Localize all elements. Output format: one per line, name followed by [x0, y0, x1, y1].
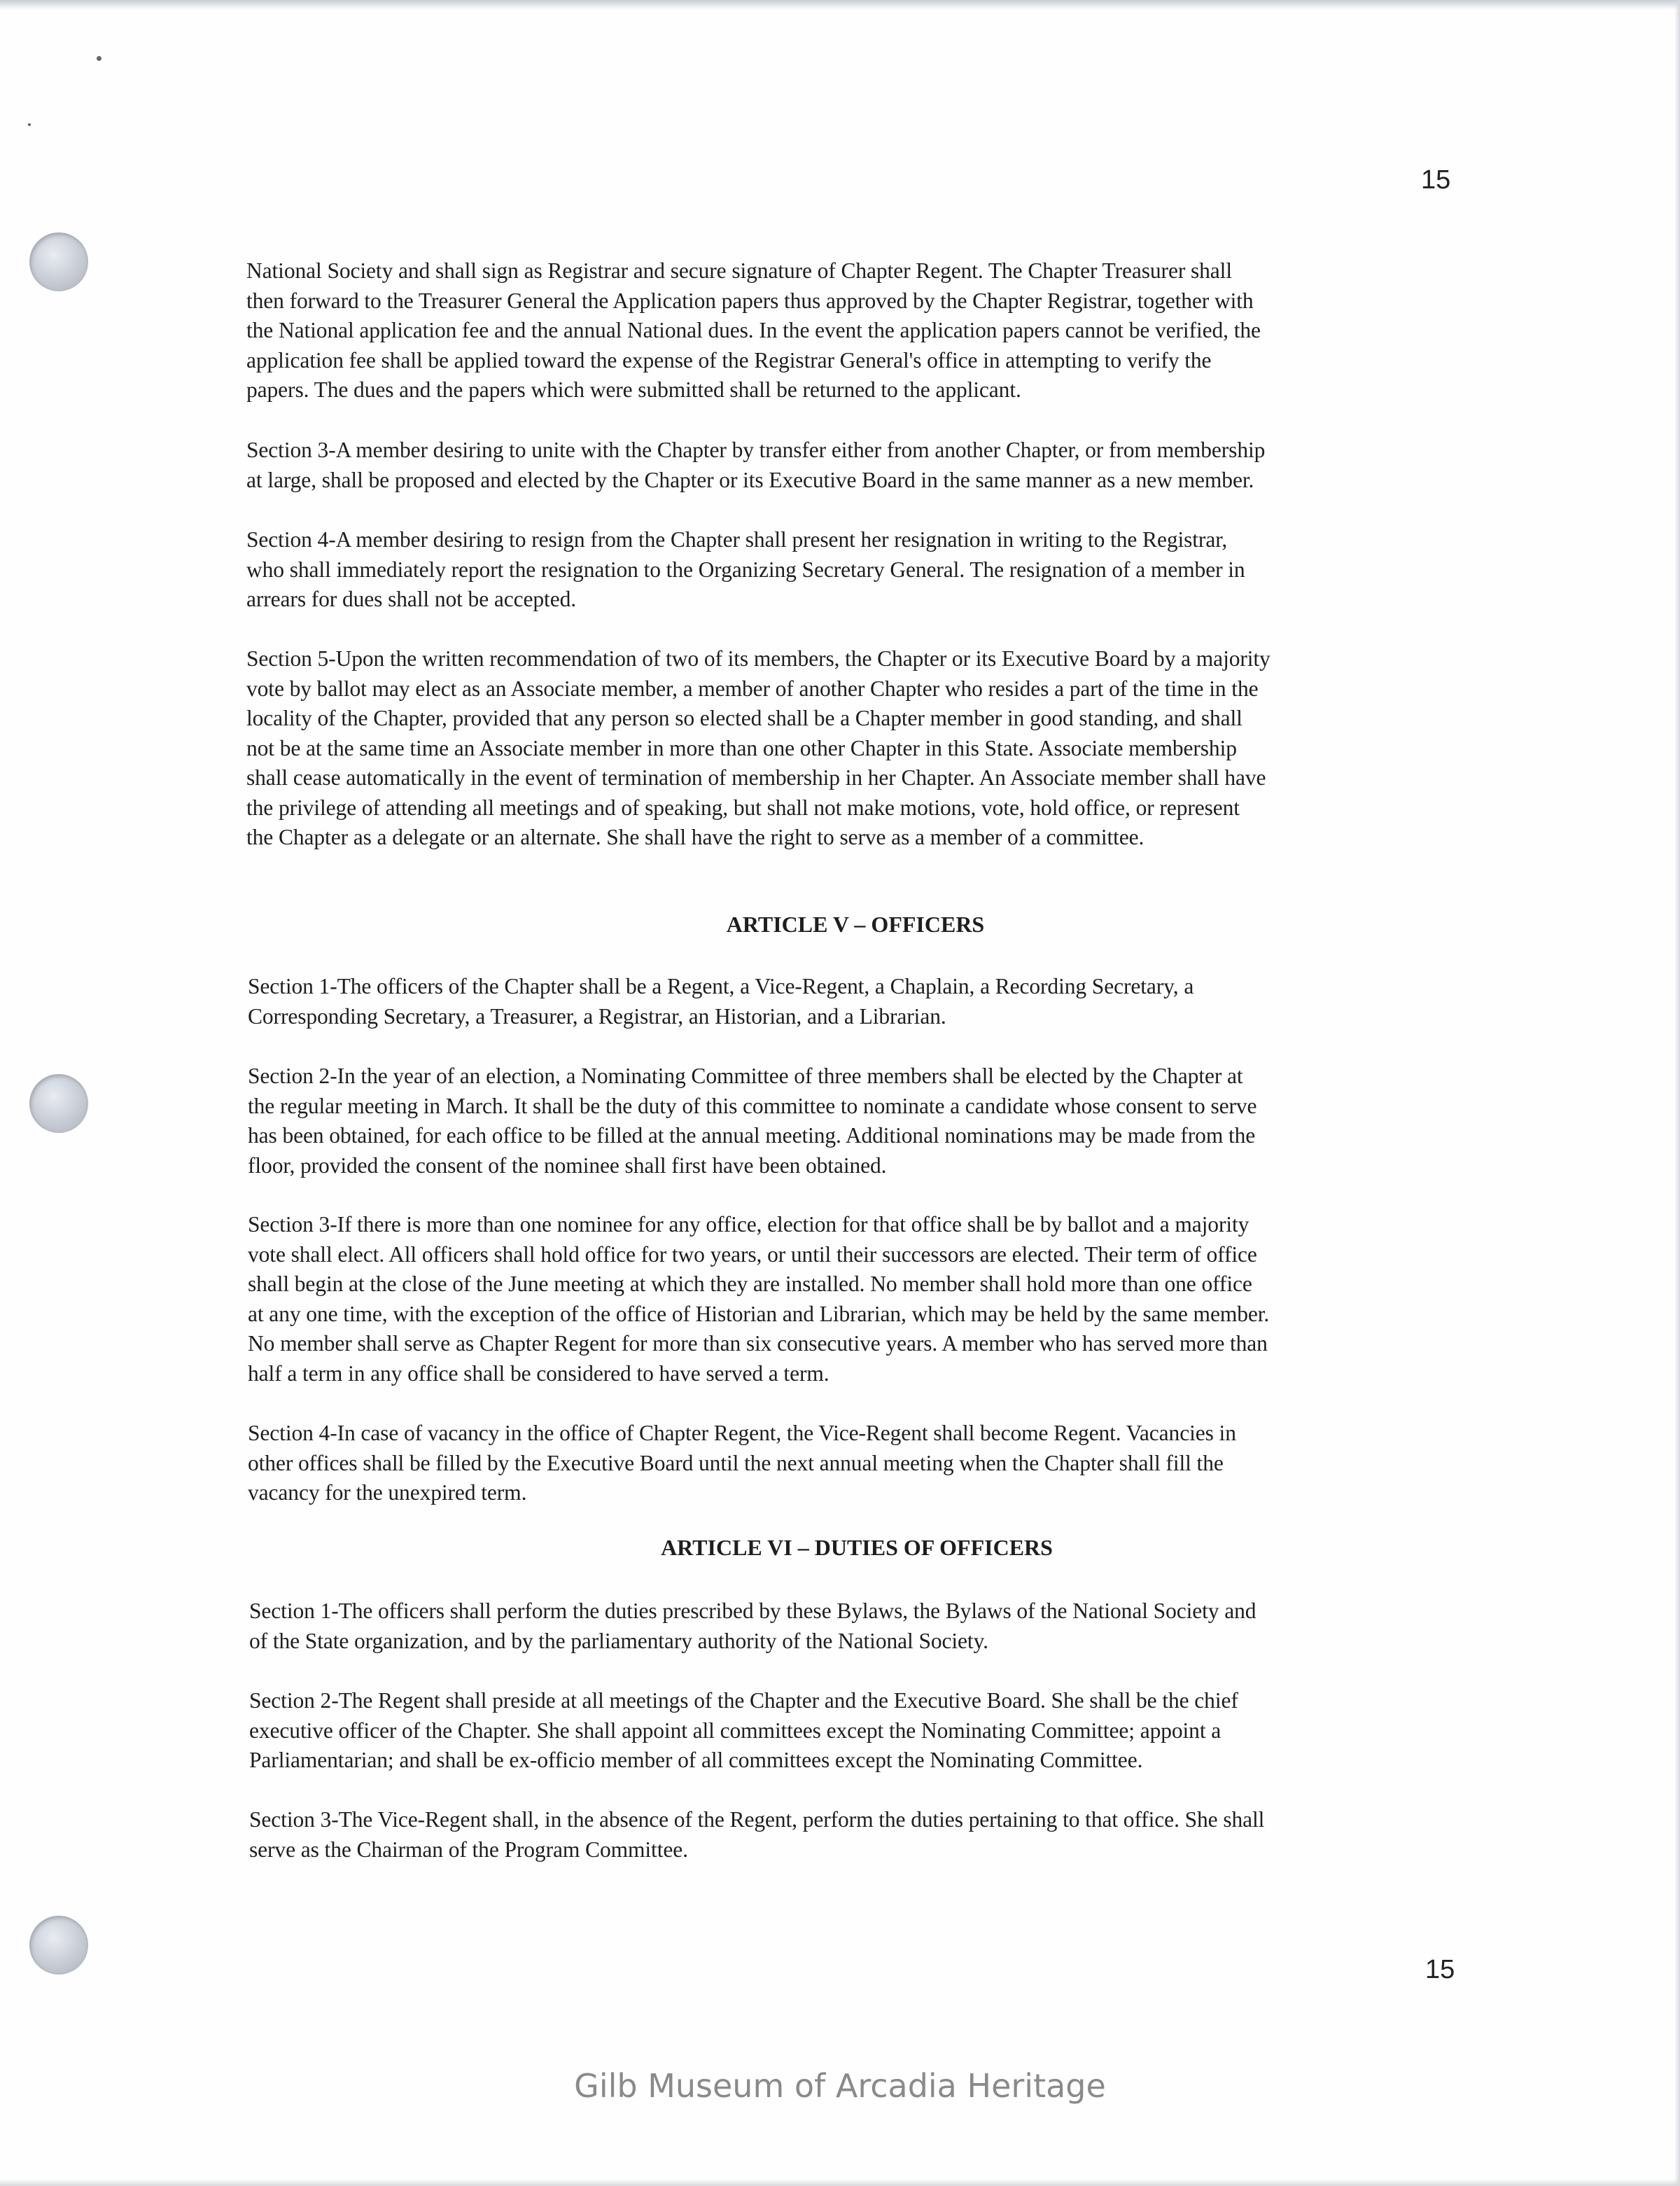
heading-article-6: ARTICLE VI – DUTIES OF OFFICERS [661, 1535, 1053, 1560]
punch-hole-top [29, 232, 88, 291]
page-number-top: 15 [1421, 165, 1451, 195]
paragraph-registrar-continuation: National Society and shall sign as Registrar and secure signature of Chapter Regent. The Chapter Treasurer shall then forward to the Treasurer General the Application papers thus approved by the Chapter Registrar, together with the National application fee and the annual National dues. In the event the application papers cannot be verified, the application fee shall be applied toward the expense of the Registrar General's office in attempting to verify the papers. The dues and the papers which were submitted shall be returned to the applicant. [246, 258, 1261, 402]
paragraph-article6-section3: Section 3-The Vice-Regent shall, in the absence of the Regent, perform the duties pertaining to that office. She shall serve as the Chairman of the Program Committee. [249, 1807, 1265, 1862]
museum-watermark: Gilb Museum of Arcadia Heritage [574, 2067, 1106, 2105]
page-number-bottom: 15 [1425, 1955, 1455, 1984]
paragraph-article5-section2: Section 2-In the year of an election, a Nominating Committee of three members shall be elected by the Chapter at the regular meeting in March. It shall be the duty of this committee to nominate a candidate whose consent to serve has been obtained, for each office to be filled at the annual meeting. Additional nominations may be made from the floor, provided the consent of the nominee shall first have been obtained. [248, 1064, 1257, 1178]
paragraph-article5-section3: Section 3-If there is more than one nominee for any office, election for that office shall be by ballot and a majority vote shall elect. All officers shall hold office for two years, or until their successors are elected. Their term of office shall begin at the close of the June meeting at which they are installed. No member shall hold more than one office at any one time, with the exception of the office of Historian and Librarian, which may be held by the same member. No member shall serve as Chapter Regent for more than six consecutive years. A member who has served more than half a term in any office shall be considered to have served a term. [248, 1212, 1270, 1386]
punch-hole-bottom [29, 1916, 88, 1975]
scan-top-edge [0, 0, 1680, 10]
punch-hole-middle [29, 1074, 88, 1133]
paragraph-article6-section1: Section 1-The officers shall perform the duties prescribed by these Bylaws, the Bylaws of the National Society and of the State organization, and by the parliamentary authority of the National Society. [249, 1599, 1256, 1653]
paragraph-article4-section3: Section 3-A member desiring to unite with the Chapter by transfer either from another Chapter, or from membership at large, shall be proposed and elected by the Chapter or its Executive Board in the same manner as a new member. [246, 438, 1266, 492]
paragraph-article4-section4: Section 4-A member desiring to resign from the Chapter shall present her resignation in writing to the Registrar, who shall immediately report the resignation to the Organizing Secretary General. The resignation of a member in arrears for dues shall not be accepted. [246, 527, 1245, 611]
scan-right-edge [1674, 0, 1680, 2186]
scan-speck [97, 56, 102, 61]
paragraph-article5-section1: Section 1-The officers of the Chapter shall be a Regent, a Vice-Regent, a Chaplain, a Recording Secretary, a Corresponding Secretary, a Treasurer, a Registrar, an Historian, and a Librarian. [248, 974, 1194, 1029]
paragraph-article4-section5: Section 5-Upon the written recommendation of two of its members, the Chapter or its Executive Board by a majority vote by ballot may elect as an Associate member, a member of another Chapter who resides a part of the time in the locality of the Chapter, provided that any person so elected shall be a Chapter member in good standing, and shall not be at the same time an Associate member in more than one other Chapter in this State. Associate membership shall cease automatically in the event of termination of membership in her Chapter. An Associate member shall have the privilege of attending all meetings and of speaking, but shall not make motions, vote, hold office, or represent the Chapter as a delegate or an alternate. She shall have the right to serve as a member of a committee. [246, 646, 1270, 849]
paragraph-article5-section4: Section 4-In case of vacancy in the office of Chapter Regent, the Vice-Regent shall become Regent. Vacancies in other offices shall be filled by the Executive Board until the next annual meeting when the Chapter shall fill the vacancy for the unexpired term. [248, 1421, 1236, 1505]
scan-bottom-edge [0, 2179, 1680, 2186]
scan-speck [28, 123, 31, 126]
paragraph-article6-section2: Section 2-The Regent shall preside at all meetings of the Chapter and the Executive Board. She shall be the chief executive officer of the Chapter. She shall appoint all committees except the Nominating Committee; appoint a Parliamentarian; and shall be ex-officio member of all committees except the Nominating Committee. [249, 1688, 1238, 1772]
heading-article-5: ARTICLE V – OFFICERS [726, 912, 985, 937]
